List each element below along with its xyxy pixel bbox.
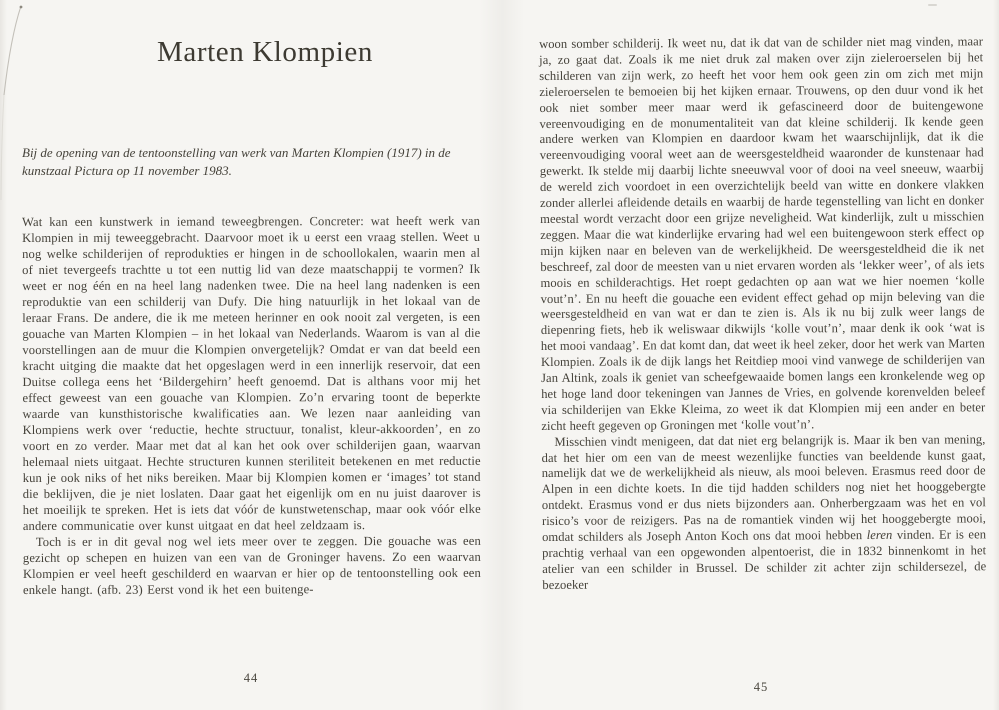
page-number-right: 45 [753,680,769,694]
italic-word: leren [866,527,893,543]
page-number-left: 44 [243,671,259,685]
right-page-body [539,34,986,593]
paragraph: Wat kan een kunstwerk in iemand teweegbrengen. Concreter: wat heeft werk van Klompien in mij teweeggebracht. Daarvoor moet ik u eerst een vraag stellen. Weet u nog welke schilderijen of reprodukties er hingen in de schoollokalen, waarin men al of niet tevergeefs trachtte u tot een nuttig lid van deze maatschappij te vormen? Ik weet er nog één en na heel lang nadenken twee. Die na heel lang nadenken is een reproduktie van een schilderij van Dufy. Die hing natuurlijk in het lokaal van de leraar Frans. De andere, die ik me meteen herinner en ook nooit zal vergeten, is een gouache van Marten Klompien – in het lokaal van Nederlands. Waarom is van al die voorstellingen aan de muur die Klompien onvergetelijk? Omdat er van dat beeld een kracht uitging die maakte dat het opgeslagen werd in een innerlijk reservoir, dat een Duitse collega eens het ‘Bildergehirn’ heeft genoemd. Dat is althans voor mij het effect geweest van een gouache van Klompien. Zo’n ervaring toont de beperkte waarde van kunsthistorische kwalificaties aan. We lezen naar aanleiding van Klompiens werk over ‘reductie, hechte structuur, tonalist, kleur-akkoorden’, en zo voort en zo verder. Maar met dat al kan het ook over schilderijen gaan, waarvan helemaal niets uitgaat. Hechte structuren kunnen steriliteit betekenen en met reductie kun je ook niks of het niks bereiken. Maar bij Klompien komen er ‘images’ tot stand die beklijven, die je niet loslaten. Daar gaat het eigenlijk om en nu juist daarover is het moeilijk te spreken. Het is iets dat vóór de kunstwetenschap, maar ook vóór elke andere communicatie over kunst uitgaat en dat heel zeldzaam is. [22,213,481,533]
scan-crease-line-faint [1,95,4,200]
page-right [539,0,987,710]
intro-caption: Bij de opening van de tentoonstelling van werk van Marten Klompien (1917) in de kunstzaal Pictura op 11 november 1983. [22,145,451,178]
paragraph-text: Misschien vindt menigeen, dat dat niet erg belangrijk is. Maar ik ben van mening, dat het hier om een van de meest wezenlijke functies van beeldende kunst gaat, namelijk dat we de werkelijkheid als nieuw, als mooi beleven. Erasmus reed door de Alpen in een dichte koets. In die tijd hadden schilders nog niet het hooggebergte ontdekt. Erasmus vond er dus niets bijzonders aan. Onherbergzaam was het en vol risico’s voor de reizigers. Pas na de romantiek vinden wij het hooggebergte mooi, omdat schilders als Joseph Anton Koch ons dat mooi hebben [541,431,986,545]
paragraph [541,432,986,594]
page-left [22,0,480,710]
paragraph: woon somber schilderij. Ik weet nu, dat ik dat van de schilder niet mag vinden, maar ja, zo gaat dat. Zoals ik me niet druk zal maken over zijn zieleroerselen bij het schilderen van zijn werk, zo heeft het voor hem ook geen zin om zich met mijn zieleroerselen te bemoeien bij het kijken ernaar. Trouwens, op den duur vond ik het ook niet somber meer maar werd ik gefascineerd door de buitengewone vereenvoudiging en de monumentaliteit van dat kleine schilderij. Ik kende geen andere werken van Klompien en daardoor kwam het waarschijnlijk, dat ik die vereenvoudiging vooral weet aan de weersgesteldheid waaronder de kunstenaar had gewerkt. Ik stelde mij daarbij lichte sneeuwval voor of dooi na veel sneeuw, waarbij de wereld zich voordoet in een overzichtelijk beeld van witte en donkere vlakken zonder allerlei afleidende details en waarbij de harde tegenstelling van licht en donker meestal wordt verzacht door een grijze neveligheid. Wat kinderlijk, zult u misschien zeggen. Maar die wat kinderlijke ervaring had wel een buitengewoon sterk effect op mijn kijken naar en beleven van de werkelijkheid. De weersgesteldheid die ik net beschreef, zal door de meesten van u niet ervaren worden als ‘lekker weer’, of als iets moois en schilderachtigs. Het roept gedachten op aan wat we hier noemen ‘kolle vout’n’. En nu heeft die gouache een evident effect gehad op mijn beleving van die weersgesteldheid en van wat er dan te zien is. Als ik nu bij zulk weer langs de diepenring fiets, heb ik weliswaar dikwijls ‘kolle vout’n’, maar denk ik ook ‘wat is het mooi vandaag’. En dat komt dan, dat weet ik heel zeker, door het werk van Marten Klompien. Zoals ik de dijk langs het Reitdiep mooi vind vanwege de schilderijen van Jan Altink, zoals ik geniet van scheefgewaaide bomen langs een kronkelende weg op het hoge land door tekeningen van Jannes de Vries, en golvende korenvelden beleef via schilderijen van Ekke Kleima, zo weet ik dat Klompien mij een ander en beter zicht heeft gegeven op Groningen met ‘kolle vout’n’. [539,34,986,433]
scan-crease-line [4,6,21,95]
paragraph: Toch is er in dit geval nog wel iets meer over te zeggen. Die gouache was een gezicht op schepen en huizen van een van de Groninger havens. Zo een waarvan Klompien er veel heeft geschilderd en waarvan er hier op de tentoonstelling ook een enkele hangt. (afb. 23) Eerst vond ik het een buitenge- [22,533,481,597]
paragraph-text: vinden. Er is een prachtig verhaal van een opgewonden alpentoerist, die in 1832 binnenkomt in het atelier van een schilder in Brussel. De schilder zit achter zijn schildersezel, de bezoeker [542,527,987,592]
page-title: Marten Klompien [157,36,373,68]
left-page-body [22,213,481,598]
